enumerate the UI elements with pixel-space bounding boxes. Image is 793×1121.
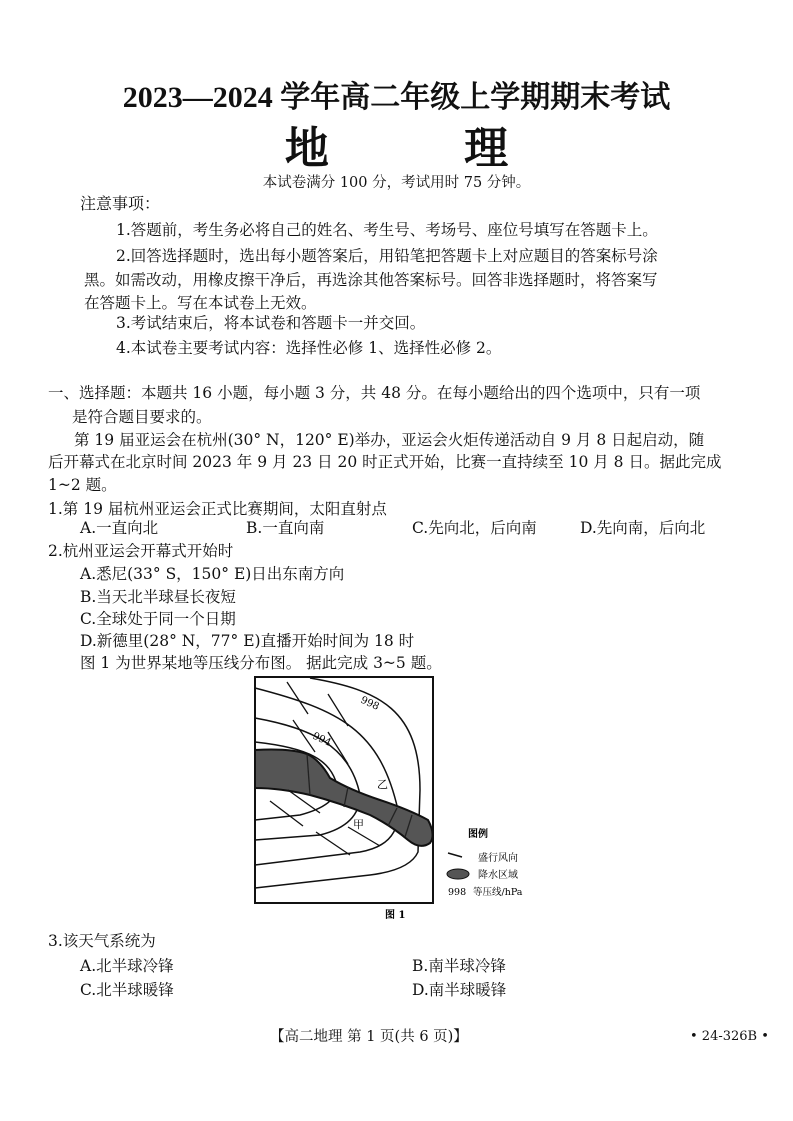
page-footer: 【高二地理 第 1 页(共 6 页)】 [270, 1029, 468, 1045]
notice-item: 在答题卡上。写在本试卷上无效。 [84, 294, 317, 312]
legend-title: 图例 [468, 829, 488, 840]
option-d: D.南半球暖锋 [412, 981, 507, 999]
option-a: A.北半球冷锋 [80, 957, 174, 975]
notice-heading: 注意事项： [80, 194, 161, 213]
option-a: A.悉尼(33° S，150° E)日出东南方向 [80, 565, 345, 583]
figure-intro: 图 1 为世界某地等压线分布图。 据此完成 3~5 题。 [80, 654, 442, 672]
section-heading: 一、选择题：本题共 16 小题，每小题 3 分，共 48 分。在每小题给出的四个选项中，只有一项 [48, 384, 701, 402]
isobar-label-994: 994 [310, 730, 333, 749]
legend-wind: 盛行风向 [478, 853, 518, 864]
notice-item: 黑。如需改动，用橡皮擦干净后，再选涂其他答案标号。回答非选择题时，将答案写 [84, 271, 658, 289]
option-b: B.南半球冷锋 [412, 957, 506, 975]
figure-caption: 图 1 [385, 910, 406, 920]
option-c: C.全球处于同一个日期 [80, 610, 236, 628]
exam-title: 2023—2024 学年高二年级上学期期末考试 [122, 81, 671, 114]
question-2: 2.杭州亚运会开幕式开始时 [48, 542, 234, 560]
notice-item: 2.回答选择题时，选出每小题答案后，用铅笔把答题卡上对应题目的答案标号涂 [116, 247, 658, 265]
option-d: D.先向南，后向北 [580, 519, 706, 537]
option-d: D.新德里(28° N，77° E)直播开始时间为 18 时 [80, 632, 415, 650]
notice-item: 3.考试结束后，将本试卷和答题卡一并交回。 [116, 314, 426, 332]
question-1: 1.第 19 届杭州亚运会正式比赛期间，太阳直射点 [48, 500, 387, 518]
label-jia: 甲 [353, 818, 364, 831]
label-yi: 乙 [377, 778, 388, 791]
subject-title: 地 理 [284, 123, 569, 174]
legend-isobar-value: 998 [448, 887, 467, 898]
question-3: 3.该天气系统为 [48, 932, 156, 950]
passage-line: 1~2 题。 [48, 476, 117, 494]
option-a: A.一直向北 [80, 519, 159, 537]
option-b: B.当天北半球昼长夜短 [80, 588, 236, 606]
isobar-map-figure [250, 670, 550, 920]
legend-isobar: 等压线/hPa [473, 887, 523, 898]
option-c: C.北半球暖锋 [80, 981, 174, 999]
legend-wind-icon [448, 853, 462, 857]
notice-item: 4.本试卷主要考试内容：选择性必修 1、选择性必修 2。 [116, 339, 502, 357]
exam-subtitle: 本试卷满分 100 分，考试用时 75 分钟。 [262, 175, 531, 191]
option-b: B.一直向南 [246, 519, 325, 537]
legend-rain-icon [447, 869, 469, 879]
section-heading: 是符合题目要求的。 [72, 408, 212, 426]
notice-item: 1.答题前，考生务必将自己的姓名、考生号、考场号、座位号填写在答题卡上。 [116, 221, 658, 239]
passage-line: 后开幕式在北京时间 2023 年 9 月 23 日 20 时正式开始，比赛一直持续至 10 月 8 日。据此完成 [48, 453, 722, 471]
isobar-label-998: 998 [358, 694, 381, 713]
option-c: C.先向北，后向南 [412, 519, 537, 537]
exam-code: • 24-326B • [690, 1029, 769, 1044]
passage-line: 第 19 届亚运会在杭州(30° N，120° E)举办，亚运会火炬传递活动自 9 月 8 日起启动，随 [74, 431, 705, 449]
legend-rain: 降水区域 [478, 870, 518, 881]
